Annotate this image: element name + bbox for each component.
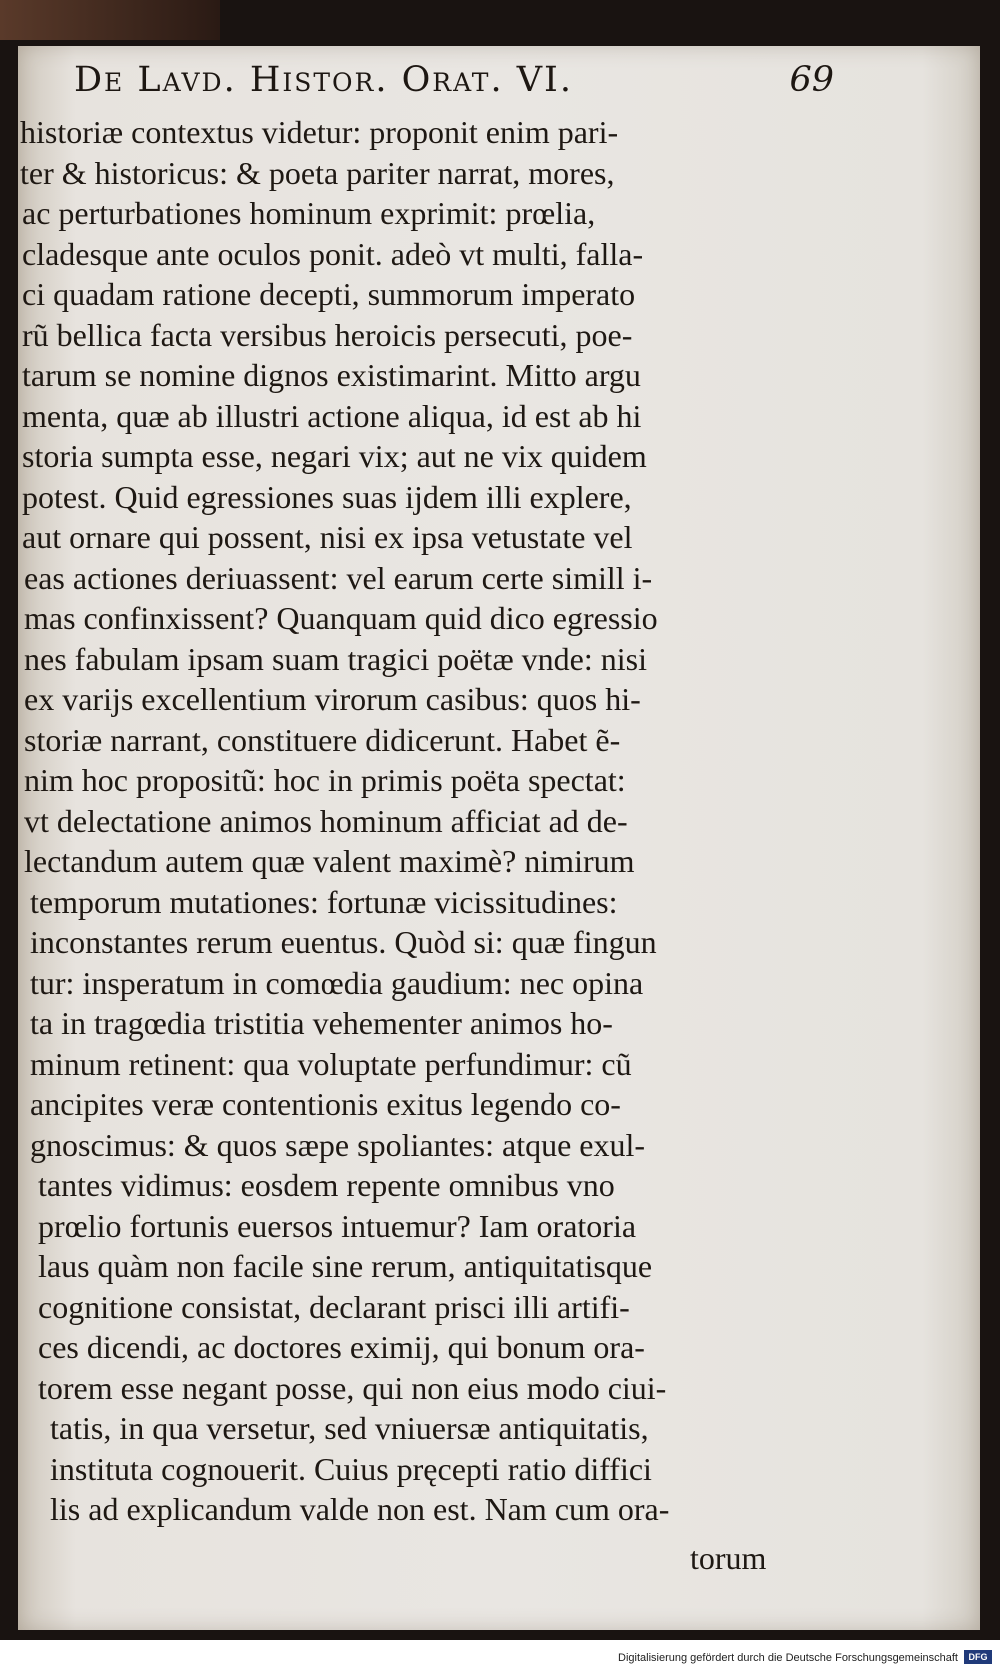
text-line: ancipites veræ contentionis exitus legendo co- [30, 1086, 621, 1122]
text-line: gnoscimus: & quos sæpe spoliantes: atque exul- [30, 1126, 646, 1163]
text-line: ces dicendi, ac doctores eximij, qui bonum ora- [38, 1329, 645, 1365]
text-line: nim hoc propositũ: hoc in primis poëta spectat: [24, 762, 626, 798]
body-text [20, 112, 800, 1530]
text-line: tur: insperatum in comœdia gaudium: nec opina [30, 964, 644, 1001]
digitization-credit: Digitalisierung gefördert durch die Deutsche Forschungsgemeinschaft [618, 1652, 958, 1664]
text-line: historiæ contextus videtur: proponit enim pari- [20, 114, 619, 150]
catchword: torum [690, 1540, 767, 1576]
text-line: vt delectatione animos hominum afficiat ad de- [24, 802, 628, 839]
text-line: lectandum autem quæ valent maximè? nimirum [24, 843, 635, 879]
page-header [74, 60, 834, 100]
text-line: cladesque ante oculos ponit. adeò vt multi, falla- [22, 235, 644, 272]
text-line: rũ bellica facta versibus heroicis persecuti, poe- [22, 316, 633, 353]
text-line: ter & historicus: & poeta pariter narrat, mores, [20, 154, 615, 191]
text-line: nes fabulam ipsam suam tragici poëtæ vnde: nisi [24, 640, 647, 677]
text-line: aut ornare qui possent, nisi ex ipsa vetustate vel [22, 519, 633, 555]
text-line: ta in tragœdia tristitia vehementer animos ho- [30, 1005, 613, 1041]
text-line: tantes vidimus: eosdem repente omnibus vno [38, 1167, 615, 1203]
text-line: eas actiones deriuassent: vel earum certe simill i- [24, 559, 653, 596]
text-line: cognitione consistat, declarant prisci illi artifi- [38, 1288, 630, 1325]
text-line: prœlio fortunis euersos intuemur? Iam oratoria [38, 1207, 637, 1244]
text-line: storiæ narrant, constituere didicerunt. Habet ẽ- [24, 721, 621, 758]
text-line: lis ad explicandum valde non est. Nam cum ora- [50, 1491, 670, 1527]
text-line: menta, quæ ab illustri actione aliqua, id est ab hi [22, 397, 642, 434]
text-line: temporum mutationes: fortunæ vicissitudines: [30, 883, 618, 920]
text-line: inconstantes rerum euentus. Quòd si: quæ fingun [30, 924, 657, 960]
text-line: ex varijs excellentium virorum casibus: quos hi- [24, 681, 641, 717]
text-line: laus quàm non facile sine rerum, antiquitatisque [38, 1248, 653, 1284]
text-line: mas confinxissent? Quanquam quid dico egressio [24, 600, 658, 636]
text-line: torem esse negant posse, qui non eius modo ciui- [38, 1369, 667, 1406]
running-title: De Lavd. Histor. Orat. VI. [74, 60, 573, 100]
text-line: storia sumpta esse, negari vix; aut ne vix quidem [22, 438, 647, 474]
text-line: ci quadam ratione decepti, summorum imperato [22, 276, 636, 312]
dfg-logo: DFG [964, 1650, 992, 1664]
page-number: 69 [789, 60, 834, 100]
text-line: tatis, in qua versetur, sed vniuersæ antiquitatis, [50, 1410, 649, 1446]
text-line: instituta cognouerit. Cuius pręcepti ratio diffici [50, 1450, 652, 1487]
book-edge [0, 0, 220, 40]
text-line: tarum se nomine dignos existimarint. Mitto argu [22, 357, 641, 393]
text-line: ac perturbationes hominum exprimit: prœlia, [22, 195, 596, 231]
text-line: minum retinent: qua voluptate perfundimur: cũ [30, 1045, 632, 1082]
text-line: potest. Quid egressiones suas ijdem illi explere, [22, 478, 632, 515]
